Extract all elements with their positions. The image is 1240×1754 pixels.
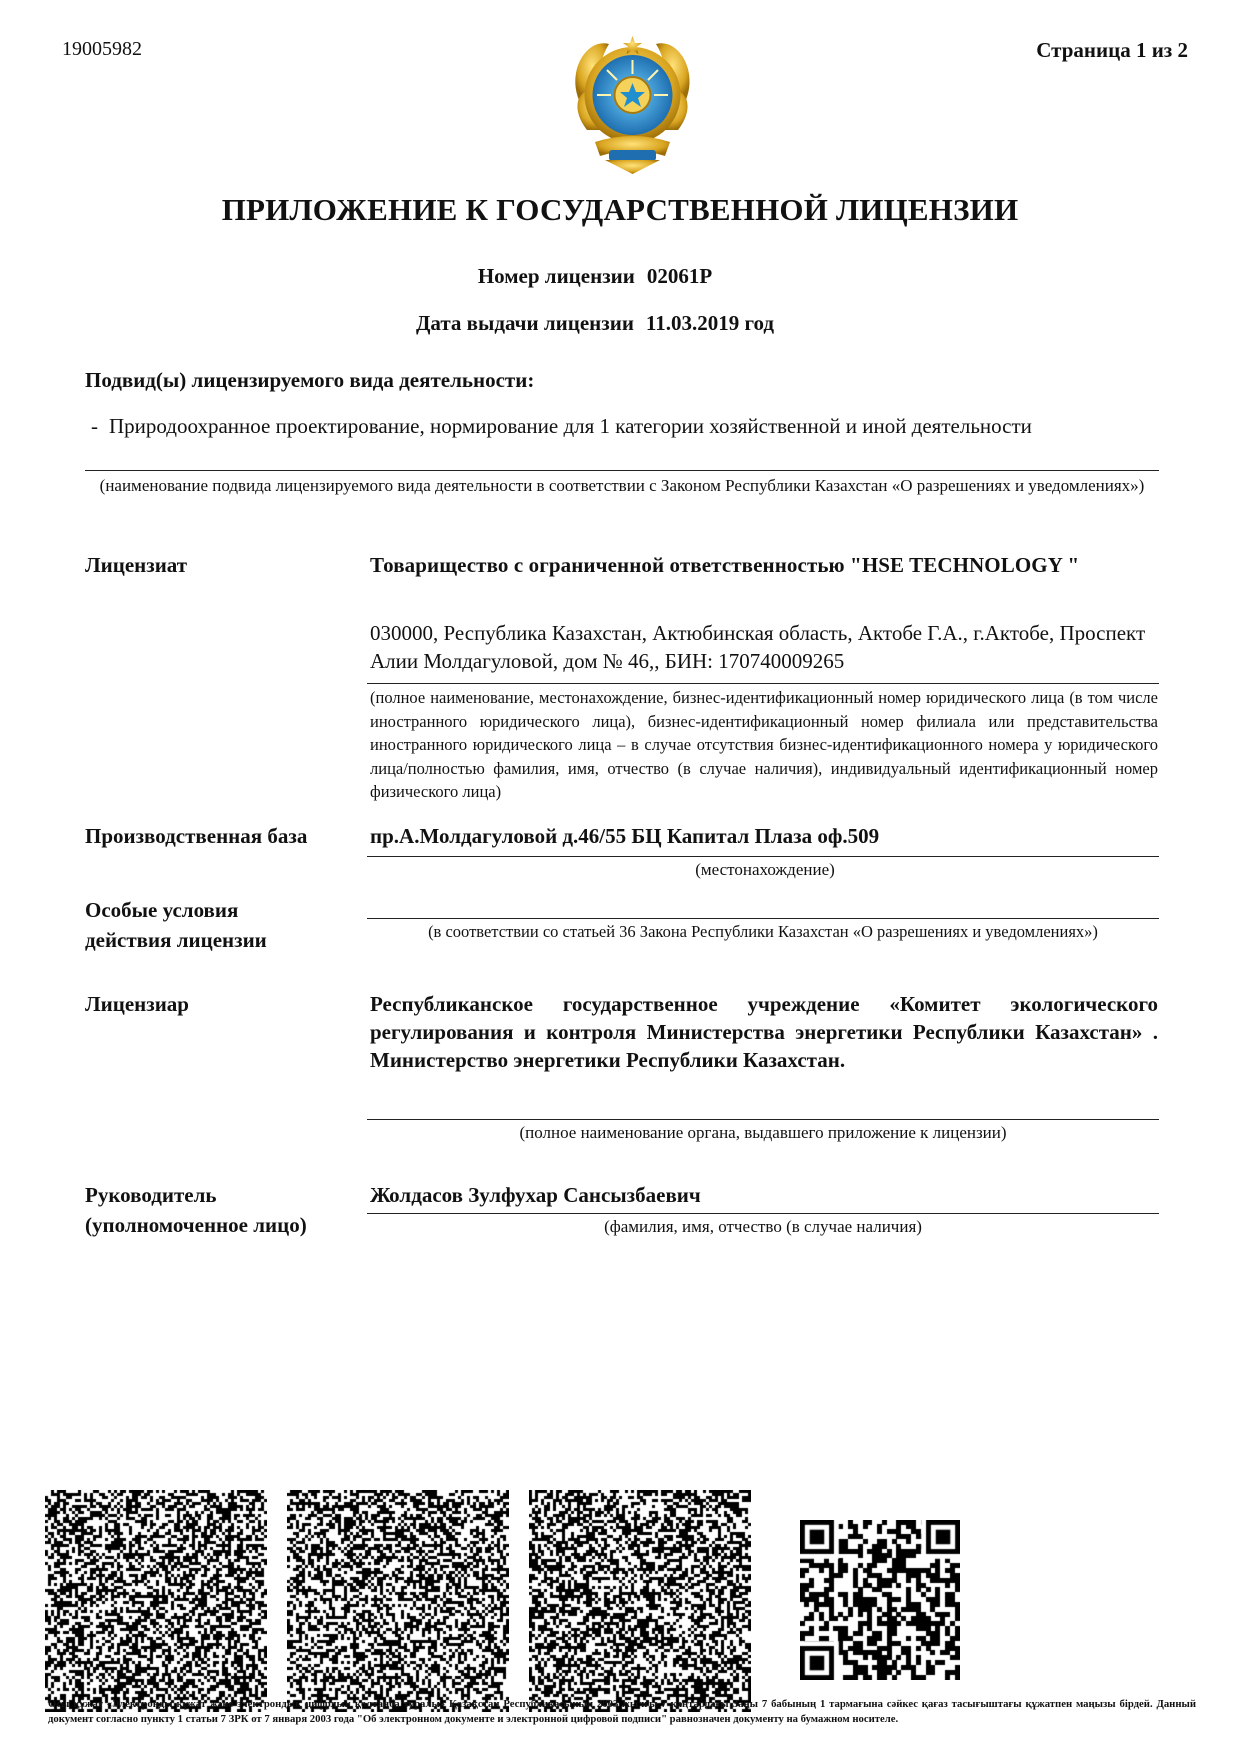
license-number-value: 02061P	[646, 264, 713, 288]
activity-caption: (наименование подвида лицензируемого вида деятельности в соответствии с Законом Республики Казахстан «О разрешениях и уведомлениях»)	[99, 476, 1145, 495]
license-date-label: Дата выдачи лицензии	[415, 311, 634, 335]
licensee-caption: (полное наименование, местонахождение, бизнес-идентификационный номер юридического лица (в том числе иностранного юридического лица), бизнес-идентификационный номер филиала или представительства иностранного юридического лица – в случае отсутствия бизнес-идентификационного номера у юридического лица/полностью фамилия, имя, отчество (в случае наличия), индивидуальный идентификационный номер физического лица)	[370, 688, 1158, 801]
licensor-caption: (полное наименование органа, выдавшего приложение к лицензии)	[519, 1123, 1007, 1142]
licensor-divider	[367, 1119, 1159, 1120]
barcode-2-icon	[287, 1490, 509, 1712]
head-caption: (фамилия, имя, отчество (в случае наличия)	[604, 1217, 922, 1236]
state-emblem-icon	[565, 30, 700, 175]
licensee-address: 030000, Республика Казахстан, Актюбинская область, Актобе Г.А., г.Актобе, Проспект Алии Молдагуловой, дом № 46,, БИН: 170740009265	[370, 621, 1146, 673]
activity-item	[91, 413, 1157, 440]
special-conditions-divider	[367, 918, 1159, 919]
production-base-value: пр.А.Молдагуловой д.46/55 БЦ Капитал Плаза оф.509	[370, 824, 880, 848]
license-number-label: Номер лицензии	[477, 264, 635, 288]
barcode-1-icon	[45, 1490, 267, 1712]
legal-footer: Осы құжат «Электронды құжат және электрондық цифрлық қолтаңба туралы» Қазақстан Республикасының 2003 жылғы 7 қаңтардағы Заңы 7 бабының 1 тармағына сәйкес қағаз тасығыштағы құжатпен маңызы бірдей. Данный документ согласно пункту 1 статьи 7 ЗРК от 7 января 2003 года "Об электронном документе и электронной цифровой подписи" равнозначен документу на бумажном носителе.	[48, 1698, 1196, 1725]
licensee-label: Лицензиат	[85, 553, 188, 577]
licensor-label: Лицензиар	[85, 992, 189, 1016]
production-base-divider	[367, 856, 1159, 857]
page-title: ПРИЛОЖЕНИЕ К ГОСУДАРСТВЕННОЙ ЛИЦЕНЗИИ	[221, 192, 1019, 227]
head-label-2: (уполномоченное лицо)	[85, 1213, 307, 1237]
production-base-caption: (местонахождение)	[695, 860, 835, 879]
special-conditions-label-2: действия лицензии	[85, 928, 267, 952]
activity-divider	[85, 470, 1159, 471]
special-conditions-caption: (в соответствии со статьей 36 Закона Республики Казахстан «О разрешениях и уведомлениях»)	[428, 922, 1098, 941]
head-label-1: Руководитель	[85, 1183, 217, 1207]
activity-item-text: Природоохранное проектирование, нормирование для 1 категории хозяйственной и иной деятельности	[109, 414, 1032, 438]
head-divider	[367, 1213, 1159, 1214]
licensor-value: Республиканское государственное учреждение «Комитет экологического регулирования и контроля Министерства энергетики Республики Казахстан» . Министерство энергетики Республики Казахстан.	[370, 992, 1158, 1072]
activity-heading: Подвид(ы) лицензируемого вида деятельности:	[85, 368, 535, 392]
license-date-row	[0, 311, 1190, 336]
license-date-value: 11.03.2019 год	[645, 311, 775, 335]
special-conditions-label-1: Особые условия	[85, 898, 239, 922]
head-value: Жолдасов Зулфухар Сансызбаевич	[370, 1183, 701, 1207]
list-dash: -	[91, 414, 98, 438]
page-indicator: Страница 1 из 2	[1036, 38, 1188, 62]
licensee-name: Товарищество с ограниченной ответственностью "HSE TECHNOLOGY "	[370, 553, 1080, 577]
document-id: 19005982	[62, 38, 142, 60]
qr-code-icon	[800, 1520, 960, 1680]
licensee-divider	[367, 683, 1159, 684]
barcode-3-icon	[529, 1490, 751, 1712]
license-number-row	[0, 264, 1190, 289]
production-base-label: Производственная база	[85, 824, 308, 848]
